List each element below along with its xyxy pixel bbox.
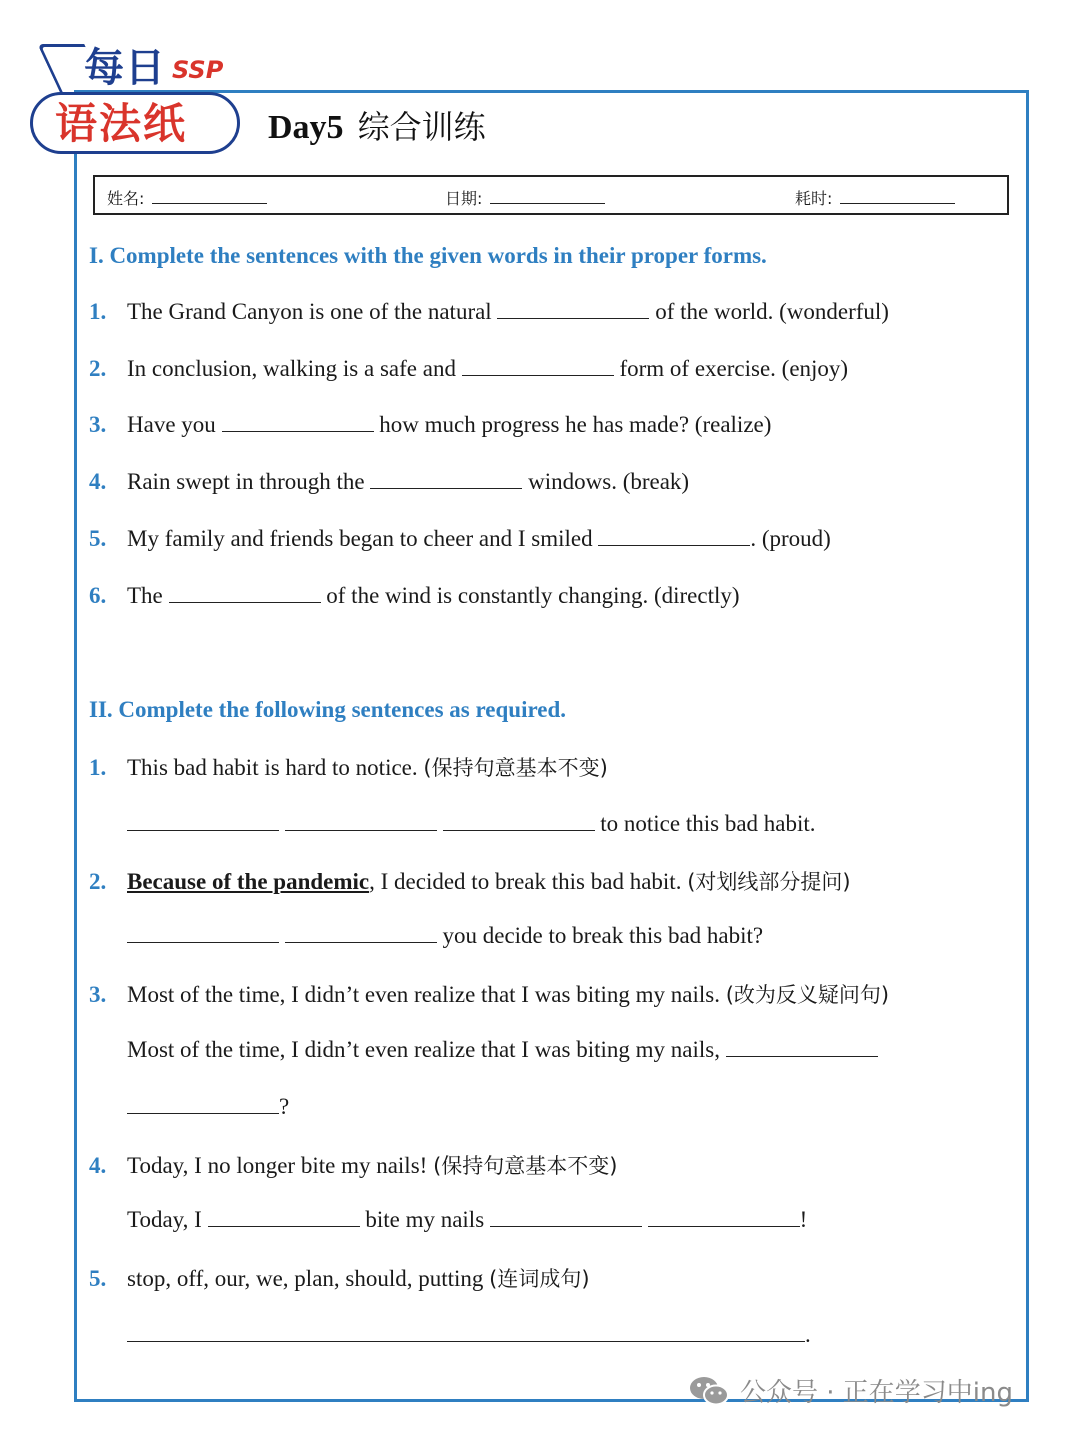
question-hint: (改为反义疑问句) — [725, 983, 890, 1007]
s2-question-3 — [89, 979, 889, 1009]
question-text: how much progress he has made? (realize) — [373, 412, 772, 437]
question-text: of the wind is constantly changing. (directly) — [320, 583, 740, 608]
time-field[interactable] — [795, 186, 955, 209]
day-label: Day5 — [268, 109, 344, 146]
answer-blank[interactable] — [497, 300, 649, 319]
question-number: 2. — [89, 869, 107, 894]
question-hint: (保持句意基本不变) — [433, 1154, 618, 1178]
s2-question-1 — [89, 752, 608, 782]
s1-question-5 — [89, 526, 831, 552]
question-number: 4. — [89, 469, 107, 494]
answer-blank[interactable] — [462, 357, 614, 376]
answer-blank[interactable] — [370, 470, 522, 489]
section-2-title: II. Complete the following sentences as required. — [89, 697, 567, 722]
question-hint: (保持句意基本不变) — [423, 756, 608, 780]
s1-question-6 — [89, 583, 740, 609]
name-field[interactable] — [107, 186, 267, 209]
answer-blank[interactable] — [127, 924, 279, 943]
s2-question-4 — [89, 1150, 617, 1180]
answer-blank[interactable] — [598, 527, 750, 546]
page-frame — [74, 90, 1029, 1402]
question-text: Today, I no longer bite my nails! — [127, 1153, 434, 1178]
title-subtitle: 综合训练 — [357, 108, 486, 146]
question-number: 6. — [89, 583, 107, 608]
question-text: of the world. (wonderful) — [649, 299, 889, 324]
answer-end-mark: ? — [279, 1094, 290, 1119]
watermark-text: 公众号 · 正在学习中ing — [740, 1378, 1014, 1408]
s2-answer-5 — [127, 1322, 811, 1348]
s2-question-5 — [89, 1263, 590, 1293]
answer-blank[interactable] — [726, 1038, 878, 1057]
s1-question-2 — [89, 356, 848, 382]
question-text: Most of the time, I didn’t even realize that I was biting my nails. — [127, 982, 726, 1007]
question-text: form of exercise. (enjoy) — [613, 356, 849, 381]
answer-tail-text: to notice this bad habit. — [600, 811, 816, 836]
logo-ssp-text: SSP — [172, 56, 224, 84]
answer-blank[interactable] — [127, 812, 279, 831]
answer-blank[interactable] — [648, 1208, 800, 1227]
s2-answer-1 — [127, 811, 816, 837]
question-text: Have you — [127, 412, 222, 437]
answer-blank[interactable] — [208, 1208, 360, 1227]
answer-tail-text: you decide to break this bad habit? — [442, 923, 764, 948]
answer-blank[interactable] — [285, 924, 437, 943]
time-label: 耗时: — [795, 189, 833, 208]
answer-blank[interactable] — [127, 1323, 805, 1342]
name-blank[interactable] — [152, 189, 267, 204]
answer-end-mark: . — [805, 1322, 811, 1347]
question-text: , I decided to break this bad habit. — [369, 869, 688, 894]
question-hint: (连词成句) — [489, 1267, 590, 1291]
question-number: 3. — [89, 412, 107, 437]
answer-blank[interactable] — [490, 1208, 642, 1227]
wechat-icon — [688, 1374, 730, 1408]
answer-lead-text: Most of the time, I didn’t even realize that I was biting my nails, — [127, 1037, 720, 1062]
question-text: stop, off, our, we, plan, should, putting — [127, 1266, 490, 1291]
logo-top-text: 每日 — [84, 45, 166, 91]
answer-blank[interactable] — [443, 812, 595, 831]
answer-end-mark: ! — [799, 1207, 808, 1232]
date-label: 日期: — [445, 189, 483, 208]
s2-question-2 — [89, 866, 851, 896]
question-number: 5. — [89, 526, 107, 551]
s2-answer-2 — [127, 923, 763, 949]
brand-logo — [22, 34, 252, 169]
logo-main-text: 语法纸 — [55, 99, 188, 148]
question-text: windows. (break) — [522, 469, 690, 494]
date-field[interactable] — [445, 186, 605, 209]
watermark — [688, 1372, 1013, 1409]
question-number: 4. — [89, 1153, 107, 1178]
question-number: 5. — [89, 1266, 107, 1291]
s2-answer-4 — [127, 1207, 807, 1233]
question-text: . (proud) — [750, 526, 831, 551]
s1-question-3 — [89, 412, 771, 438]
time-blank[interactable] — [840, 189, 955, 204]
answer-lead-text: Today, I — [127, 1207, 208, 1232]
info-box — [93, 175, 1009, 215]
underlined-phrase: Because of the pandemic — [127, 869, 370, 894]
s1-question-4 — [89, 469, 689, 495]
question-text: This bad habit is hard to notice. — [127, 755, 424, 780]
question-text: In conclusion, walking is a safe and — [127, 356, 462, 381]
logo-badge — [30, 92, 240, 154]
answer-blank[interactable] — [222, 413, 374, 432]
answer-mid-text: bite my nails — [359, 1207, 490, 1232]
answer-blank[interactable] — [127, 1095, 279, 1114]
section-1-title: I. Complete the sentences with the given words in their proper forms. — [89, 243, 767, 268]
question-number: 3. — [89, 982, 107, 1007]
date-blank[interactable] — [490, 189, 605, 204]
name-label: 姓名: — [107, 189, 145, 208]
question-text: The — [127, 583, 169, 608]
question-text: The Grand Canyon is one of the natural — [127, 299, 498, 324]
answer-blank[interactable] — [169, 584, 321, 603]
question-number: 2. — [89, 356, 107, 381]
s1-question-1 — [89, 299, 889, 325]
question-number: 1. — [89, 299, 107, 324]
question-hint: (对划线部分提问) — [687, 870, 851, 894]
answer-blank[interactable] — [285, 812, 437, 831]
page-title — [268, 102, 486, 148]
question-text: My family and friends began to cheer and I smiled — [127, 526, 599, 551]
question-number: 1. — [89, 755, 107, 780]
s2-answer-3b — [127, 1094, 289, 1120]
question-text: Rain swept in through the — [127, 469, 371, 494]
s2-answer-3a — [127, 1037, 878, 1063]
